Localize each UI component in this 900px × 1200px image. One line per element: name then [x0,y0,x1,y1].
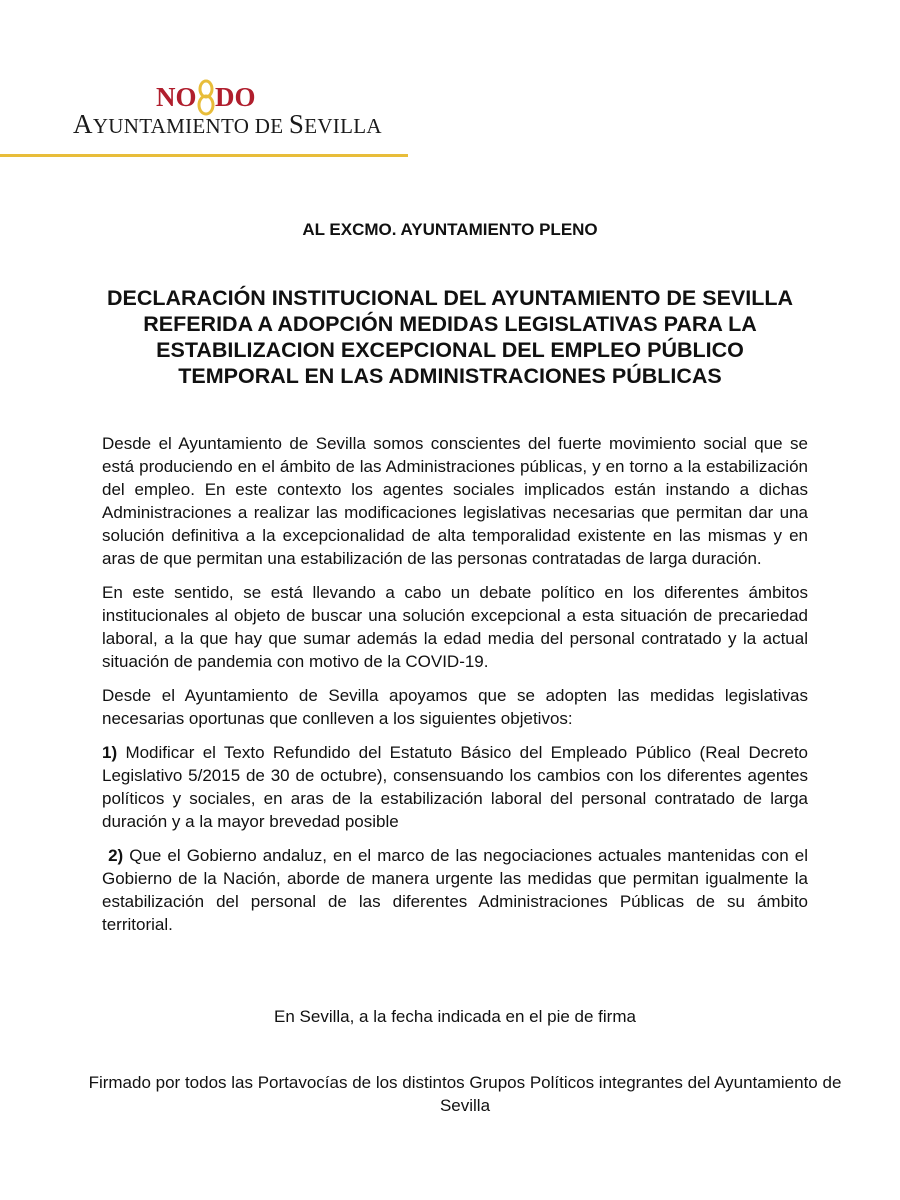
letterhead [0,0,900,170]
svg-text:NO: NO [156,82,197,112]
objective-item [102,741,808,833]
document-body [102,432,808,947]
svg-text:DO: DO [215,82,256,112]
header-divider [0,154,408,157]
place-date: En Sevilla, a la fecha indicada en el pie de firma [274,1007,636,1026]
paragraph: Desde el Ayuntamiento de Sevilla apoyamos que se adopten las medidas legislativas necesarias oportunas que conlleven a los siguientes objetivos: [102,686,808,728]
objective-item [102,844,808,936]
objective-number: 2) [108,846,124,865]
objective-number: 1) [102,743,118,762]
addressee: AL EXCMO. AYUNTAMIENTO PLENO [302,220,598,239]
objective-text: Modificar el Texto Refundido del Estatuto Básico del Empleado Público (Real Decreto Legislativo 5/2015 de 30 de octubre), consensuando los cambios con los diferentes agentes políticos y sociales, en aras de la estabilización laboral del personal contratado de larga duración y a la mayor brevedad posible [102,743,808,831]
organization-name: AYUNTAMIENTO DE SEVILLA [73,109,382,139]
paragraph: En este sentido, se está llevando a cabo un debate político en los diferentes ámbitos institucionales al objeto de buscar una solución excepcional a esta situación de precariedad laboral, a la que hay que sumar además la edad media del personal contratado y la actual situación de pandemia con motivo de la COVID-19. [102,583,808,671]
signature-note: Firmado por todos las Portavocías de los distintos Grupos Políticos integrantes del Ayuntamiento de Sevilla [88,1073,842,1115]
objective-text: Que el Gobierno andaluz, en el marco de las negociaciones actuales mantenidas con el Gobierno de la Nación, aborde de manera urgente las medidas que permitan igualmente la estabilización del personal de las diferentes Administraciones Públicas de su ámbito territorial. [102,846,808,934]
paragraph: Desde el Ayuntamiento de Sevilla somos conscientes del fuerte movimiento social que se está produciendo en el ámbito de las Administraciones públicas, y en torno a la estabilización del empleo. En este contexto los agentes sociales implicados están instando a dichas Administraciones a realizar las modificaciones legislativas necesarias que permitan dar una solución definitiva a la excepcionalidad de alta temporalidad existente en las mismas y en aras de que permitan una estabilización de las personas contratadas de larga duración. [102,434,808,568]
document-title: DECLARACIÓN INSTITUCIONAL DEL AYUNTAMIENTO DE SEVILLA REFERIDA A ADOPCIÓN MEDIDAS LEGISLATIVAS PARA LA ESTABILIZACION EXCEPCIONAL DEL EMPLEO PÚBLICO TEMPORAL EN LAS ADMINISTRACIONES PÚBLICAS [106,286,794,388]
